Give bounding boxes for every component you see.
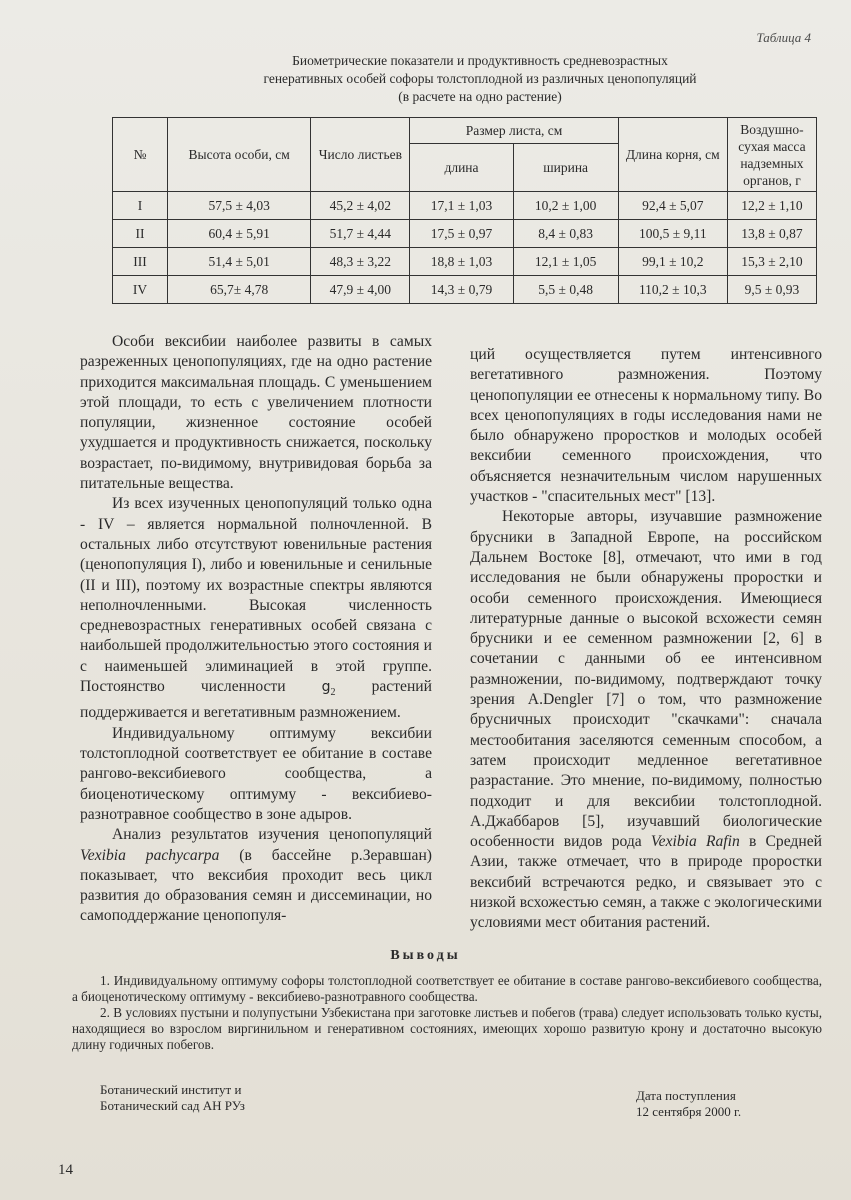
header-width: ширина	[513, 144, 618, 192]
row-id: II	[113, 220, 168, 248]
cell-mass: 9,5 ± 0,93	[727, 276, 816, 304]
paragraph: Индивидуальному оптимуму вексибии толстоплодной соответствует ее обитание в составе рангово-вексибиевого сообщества, а биоценотическому оптимуму - вексибиево-разнотравное сообщество в зоне адыров.	[80, 724, 432, 823]
conclusions	[72, 973, 822, 1053]
right-column	[470, 345, 822, 934]
cell-leaves: 45,2 ± 4,02	[311, 192, 410, 220]
header-num: №	[113, 118, 168, 192]
g2-symbol: $g_2$	[321, 679, 336, 699]
cell-leaves: 48,3 ± 3,22	[311, 248, 410, 276]
row-id: III	[113, 248, 168, 276]
cell-root: 110,2 ± 10,3	[618, 276, 727, 304]
paragraph: Некоторые авторы, изучавшие размножение брусники в Западной Европе, на российском Дальнем Востоке [8], отмечают, что ими в год исследования не были обнаружены проростки и особи семенного происхождения. Имеющиеся литературные данные о высокой всхожести семян брусники и ее семенном размножении [2, 6] в сочетании с данными об ее интенсивном размножении, по-видимому, подтверждают точку зрения A.Dengler [7] о том, что размножение брусничных происходит "скачками": сначала местообитания заселяются семенным способом, а затем происходит медленное вегетативное разрастание. Это мнение, по-видимому, полностью подходит и для вексибии толстоплодной. А.Джаббаров [5], изучавший биологические особенности видов рода Vexibia Rafin в Средней Азии, также отмечает, что в природе проростки вексибий встречаются редко, и связывает это с низкой всхожестью семян, а также с экологическими условиями мест обитания растений.	[470, 508, 822, 932]
cell-height: 60,4 ± 5,91	[168, 220, 311, 248]
page-number: 14	[58, 1162, 73, 1178]
institution: Ботанический институт и Ботанический сад АН РУз	[100, 1082, 245, 1113]
table-row	[113, 276, 817, 304]
cell-mass: 13,8 ± 0,87	[727, 220, 816, 248]
conclusion-item: 2. В условиях пустыни и полупустыни Узбекистана при заготовке листьев и побегов (трава) следует использовать только кусты, находящиеся во взрослом виргинильном и генеративном состояниях, имеющих хорошо развитую крону и достаточно высокую длину годичных побегов.	[72, 1005, 822, 1052]
header-leaves: Число листьев	[311, 118, 410, 192]
cell-height: 51,4 ± 5,01	[168, 248, 311, 276]
cell-width: 10,2 ± 1,00	[513, 192, 618, 220]
cell-length: 14,3 ± 0,79	[410, 276, 513, 304]
cell-width: 8,4 ± 0,83	[513, 220, 618, 248]
cell-width: 5,5 ± 0,48	[513, 276, 618, 304]
cell-width: 12,1 ± 1,05	[513, 248, 618, 276]
conclusions-title: Выводы	[390, 948, 461, 963]
paragraph: Из всех изученных ценопопуляций только одна - IV – является нормальной полночленной. В остальных либо отсутствуют ювенильные растения (ценопопуляция I), либо и ювенильные и сенильные (II и III), поэтому их возрастные спектры являются неполночленными. Высокая численность средневозрастных генеративных особей связана с наибольшей продолжительностью этого состояния и с наименьшей элиминацией в этой группе. Постоянство численности $g_2$ растений поддерживается и вегетативным размножением.	[80, 495, 432, 722]
conclusion-item: 1. Индивидуальному оптимуму софоры толстоплодной соответствует ее обитание в составе рангово-вексибиевого сообщества, а биоценотическому оптимуму - вексибиево-разнотравного сообщества.	[72, 973, 822, 1004]
row-id: I	[113, 192, 168, 220]
cell-root: 99,1 ± 10,2	[618, 248, 727, 276]
header-length: длина	[410, 144, 513, 192]
received-date: Дата поступления 12 сентября 2000 г.	[636, 1088, 742, 1119]
paragraph: Особи вексибии наиболее развиты в самых разреженных ценопопуляциях, где на одно растение приходится максимальная площадь. С уменьшением этой площади, то есть с увеличением плотности популяции, жизненное состояние особей ухудшается и продуктивность снижается, поскольку возрастает, по-видимому, внутривидовая борьба за питательные вещества.	[80, 333, 432, 493]
caption-line: генеративных особей софоры толстоплодной из различных ценопопуляций	[263, 71, 697, 86]
table-row	[113, 220, 817, 248]
caption-line: Биометрические показатели и продуктивность средневозрастных	[292, 53, 668, 68]
paragraph: ций осуществляется путем интенсивного вегетативного размножения. Поэтому ценопопуляции ее отнесены к нормальному типу. Во всех ценопопуляциях в годы исследования нами не было обнаружено проростков и молодых особей вексибии семенного происхождения, что объясняется незначительным числом нарушенных участков - "спасительных мест" [13].	[470, 346, 822, 506]
cell-mass: 12,2 ± 1,10	[727, 192, 816, 220]
header-height: Высота особи, см	[168, 118, 311, 192]
table-row	[113, 192, 817, 220]
genus-name: Vexibia Rafin	[650, 833, 740, 851]
cell-mass: 15,3 ± 2,10	[727, 248, 816, 276]
header-root: Длина корня, см	[618, 118, 727, 192]
cell-height: 65,7± 4,78	[168, 276, 311, 304]
row-id: IV	[113, 276, 168, 304]
paragraph: Анализ результатов изучения ценопопуляций Vexibia pachycarpa (в бассейне р.Зеравшан) показывает, что вексибия проходит весь цикл развития до образования семян и диссеминации, но самоподдержание ценопопуля-	[80, 826, 432, 925]
species-name: Vexibia pachycarpa	[80, 846, 220, 864]
left-column	[80, 332, 432, 927]
cell-length: 18,8 ± 1,03	[410, 248, 513, 276]
header-leaf-size: Размер листа, см	[410, 118, 618, 144]
biometric-table	[112, 117, 817, 304]
cell-root: 92,4 ± 5,07	[618, 192, 727, 220]
table-label: Таблица 4	[756, 30, 811, 45]
table-row	[113, 248, 817, 276]
cell-leaves: 51,7 ± 4,44	[311, 220, 410, 248]
cell-leaves: 47,9 ± 4,00	[311, 276, 410, 304]
caption-line: (в расчете на одно растение)	[398, 89, 562, 104]
cell-length: 17,1 ± 1,03	[410, 192, 513, 220]
cell-root: 100,5 ± 9,11	[618, 220, 727, 248]
table-caption	[180, 52, 780, 106]
header-mass: Воздушно-сухая масса надземных органов, г	[727, 118, 816, 192]
cell-length: 17,5 ± 0,97	[410, 220, 513, 248]
cell-height: 57,5 ± 4,03	[168, 192, 311, 220]
